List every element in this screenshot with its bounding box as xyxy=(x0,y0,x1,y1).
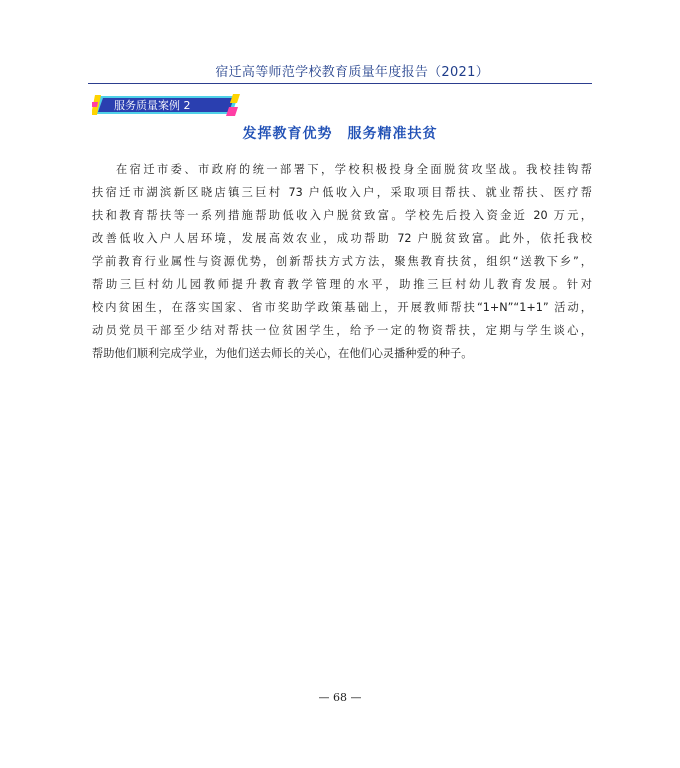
case-title: 发挥教育优势 服务精准扶贫 xyxy=(242,126,438,142)
case-badge-label: 服务质量案例 2 xyxy=(114,99,191,112)
header-title: 宿迁高等师范学校教育质量年度报告（2021） xyxy=(215,65,489,80)
body-line: 校内贫困生，在落实国家、省市奖助学政策基础上，开展教师帮扶“1+N”“1+1” 活动， xyxy=(92,301,592,314)
body-line: 帮助三巨村幼儿园教师提升教育教学管理的水平，助推三巨村幼儿教育发展。针对 xyxy=(92,278,592,291)
body-paragraph xyxy=(92,158,592,365)
header-divider xyxy=(88,83,592,84)
body-line: 扶宿迁市湖滨新区晓店镇三巨村 73 户低收入户，采取项目帮扶、就业帮扶、医疗帮 xyxy=(92,186,592,199)
case-badge xyxy=(92,93,242,117)
body-line: 学前教育行业属性与资源优势，创新帮扶方式方法，聚焦教育扶贫，组织“送教下乡”， xyxy=(92,255,592,268)
body-line: 改善低收入户人居环境，发展高效农业，成功帮助 72 户脱贫致富。此外，依托我校 xyxy=(92,232,592,245)
body-line: 帮助他们顺利完成学业，为他们送去师长的关心，在他们心灵播种爱的种子。 xyxy=(92,347,473,360)
body-line: 在宿迁市委、市政府的统一部署下，学校积极投身全面脱贫攻坚战。我校挂钩帮 xyxy=(116,163,592,176)
body-line: 动员党员干部至少结对帮扶一位贫困学生，给予一定的物资帮扶，定期与学生谈心， xyxy=(92,324,592,337)
body-line: 扶和教育帮扶等一系列措施帮助低收入户脱贫致富。学校先后投入资金近 20 万元， xyxy=(92,209,592,222)
page-number: — 68 — xyxy=(318,691,362,704)
